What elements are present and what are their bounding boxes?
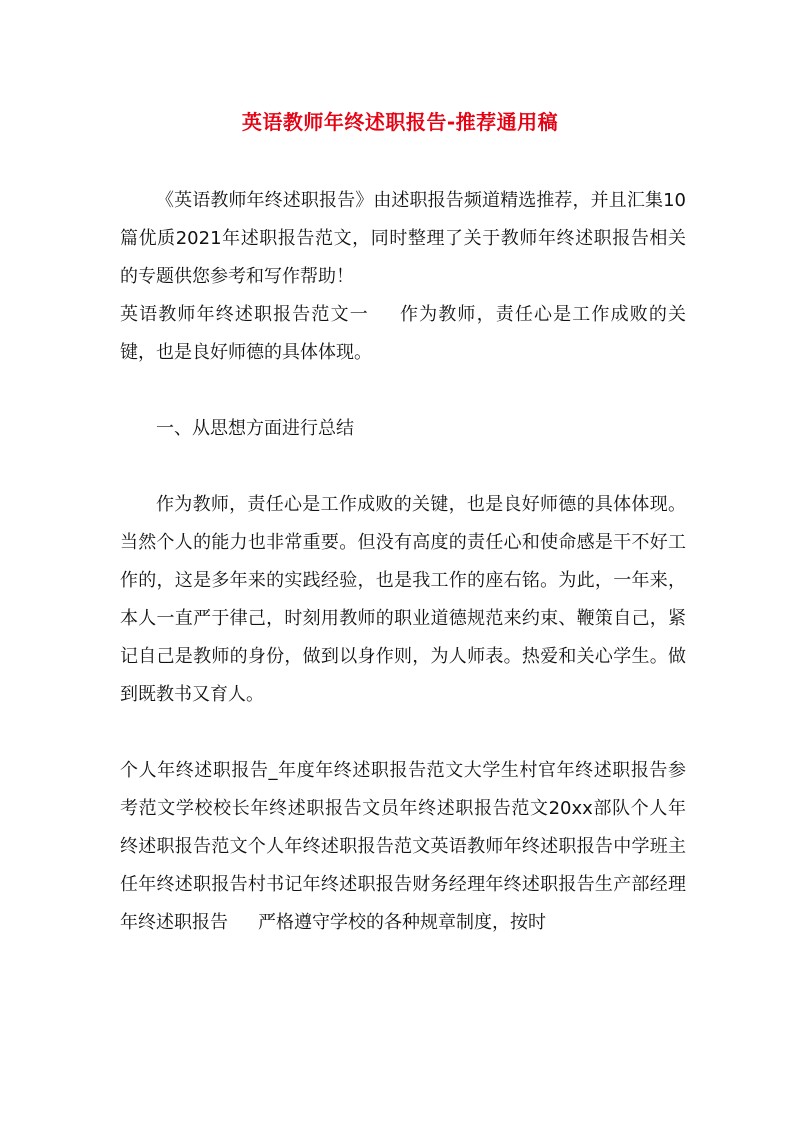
section-heading: 一、从思想方面进行总结 xyxy=(156,418,354,439)
related-links: 个人年终述职报告_年度年终述职报告范文大学生村官年终述职报告参考范文学校校长年终述职报告文员年终述职报告范文20xx部队个人年终述职报告范文个人年终述职报告范文英语教师年终述职报告中学班主任年终述职报告村书记年终述职报告财务经理年终述职报告生产部经理年终述职报告 xyxy=(120,760,686,933)
sample-heading: 英语教师年终述职报告范文一 xyxy=(120,304,369,325)
document-title: 英语教师年终述职报告-推荐通用稿 xyxy=(241,110,559,134)
intro-paragraph: 《英语教师年终述职报告》由述职报告频道精选推荐，并且汇集10篇优质2021年述职报告范文，同时整理了关于教师年终述职报告相关的专题供您参考和写作帮助！ xyxy=(120,190,686,287)
sample-paragraph xyxy=(120,296,686,372)
related-links-paragraph xyxy=(120,752,686,942)
sample-lead: 作为教师，责任心是工作成败的关键，也是良好师德的具体体现。 xyxy=(120,304,687,363)
trailing-text: 严格遵守学校的各种规章制度，按时 xyxy=(258,912,546,933)
document-content xyxy=(120,182,686,942)
body-paragraph: 作为教师，责任心是工作成败的关键，也是良好师德的具体体现。当然个人的能力也非常重要。但没有高度的责任心和使命感是干不好工作的，这是多年来的实践经验，也是我工作的座右铭。为此，一年来，本人一直严于律己，时刻用教师的职业道德规范来约束、鞭策自己，紧记自己是教师的身份，做到以身作则，为人师表。热爱和关心学生。做到既教书又育人。 xyxy=(120,494,686,705)
